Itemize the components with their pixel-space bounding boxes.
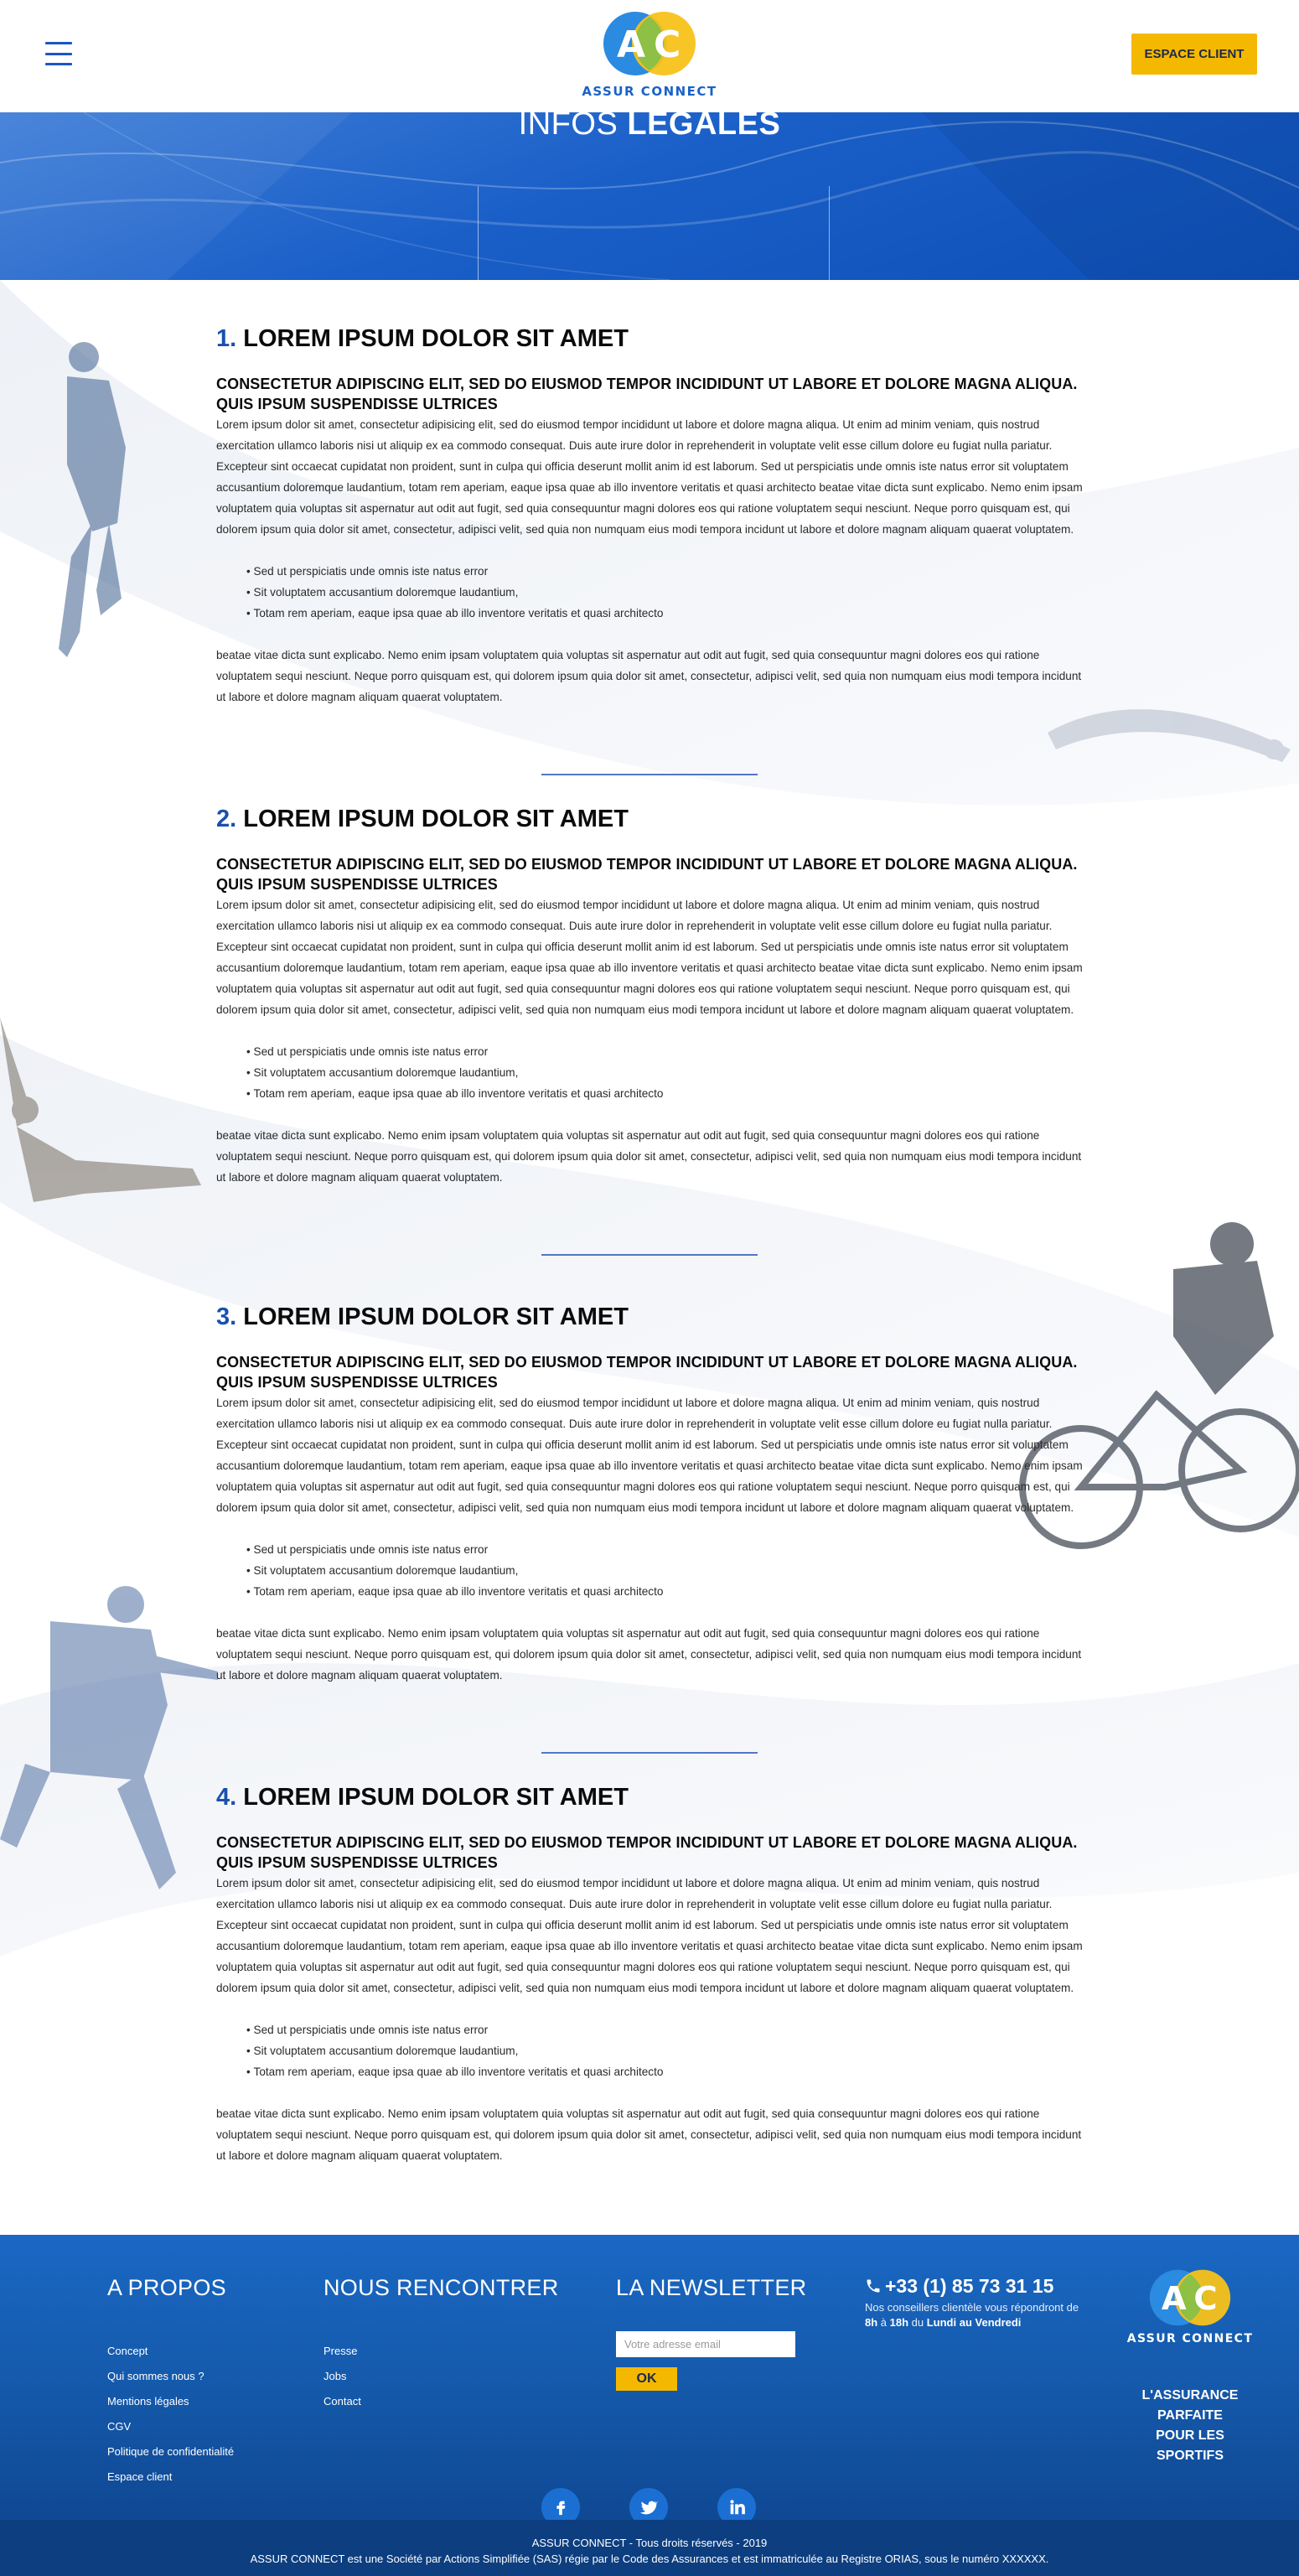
list-item: • Totam rem aperiam, eaque ipsa quae ab illo inventore veritatis et quasi architecto bbox=[246, 1581, 1083, 1602]
section-number: 2. bbox=[216, 806, 237, 832]
tagline-line: PARFAITE bbox=[1157, 2408, 1223, 2423]
espace-client-button[interactable]: ESPACE CLIENT bbox=[1131, 34, 1257, 75]
footer-rencontrer-title: NOUS RENCONTRER bbox=[323, 2275, 559, 2300]
section-paragraph: Lorem ipsum dolor sit amet, consectetur adipisicing elit, sed do eiusmod tempor incididunt ut labore et dolore magna aliqua. Ut enim ad minim veniam, quis nostrud exercitation ullamco laboris nisi ut aliquip ex ea commodo consequat. Duis aute irure dolor in reprehenderit in voluptate velit esse cillum dolore eu fugiat nulla pariatur. Excepteur sint occaecat cupidatat non proident, sunt in culpa qui officia deserunt mollit anim id est laborum. Sed ut perspiciatis unde omnis iste natus error sit voluptatem accusantium doloremque laudantium, totam rem aperiam, eaque ipsa quae ab illo inventore veritatis et quasi architecto beatae vitae dicta sunt explicabo. Nemo enim ipsam voluptatem quia voluptas sit aspernatur aut odit aut fugit, sed quia consequuntur magni dolores eos qui ratione voluptatem sequi nesciunt. Neque porro quisquam est, qui dolorem ipsum quia dolor sit amet, consectetur, adipisci velit, sed quia non numquam eius modi tempora incidunt ut labore et dolore magnam aliquam quaerat voluptatem. bbox=[216, 1397, 1083, 1514]
list-item: • Totam rem aperiam, eaque ipsa quae ab illo inventore veritatis et quasi architecto bbox=[246, 1083, 1083, 1104]
section-number: 1. bbox=[216, 325, 237, 352]
section-divider bbox=[541, 1254, 758, 1256]
logo-mark bbox=[597, 10, 702, 77]
list-item: • Sit voluptatem accusantium doloremque laudantium, bbox=[246, 1560, 1083, 1581]
footer-copyright: ASSUR CONNECT - Tous droits réservés - 2019 bbox=[531, 2537, 768, 2549]
footer-link-mentions-legales[interactable]: Mentions légales bbox=[107, 2395, 189, 2408]
footer-link-qui-sommes-nous[interactable]: Qui sommes nous ? bbox=[107, 2370, 204, 2382]
tagline-line: L'ASSURANCE bbox=[1141, 2388, 1239, 2402]
section-heading bbox=[216, 1304, 1083, 1334]
section-paragraph: Lorem ipsum dolor sit amet, consectetur adipisicing elit, sed do eiusmod tempor incididunt ut labore et dolore magna aliqua. Ut enim ad minim veniam, quis nostrud exercitation ullamco laboris nisi ut aliquip ex ea commodo consequat. Duis aute irure dolor in reprehenderit in voluptate velit esse cillum dolore eu fugiat nulla pariatur. Excepteur sint occaecat cupidatat non proident, sunt in culpa qui officia deserunt mollit anim id est laborum. Sed ut perspiciatis unde omnis iste natus error sit voluptatem accusantium doloremque laudantium, totam rem aperiam, eaque ipsa quae ab illo inventore veritatis et quasi architecto beatae vitae dicta sunt explicabo. Nemo enim ipsam voluptatem quia voluptas sit aspernatur aut odit aut fugit, sed quia consequuntur magni dolores eos qui ratione voluptatem sequi nesciunt. Neque porro quisquam est, qui dolorem ipsum quia dolor sit amet, consectetur, adipisci velit, sed quia non numquam eius modi tempora incidunt ut labore et dolore magnam aliquam quaerat voluptatem. bbox=[216, 1877, 1083, 1994]
list-item: • Sed ut perspiciatis unde omnis iste natus error bbox=[246, 1539, 1083, 1560]
legal-section-4 bbox=[216, 1784, 1083, 2166]
section-closing: beatae vitae dicta sunt explicabo. Nemo enim ipsam voluptatem quia voluptas sit aspernatur aut odit aut fugit, sed quia consequuntur magni dolores eos qui ratione voluptatem sequi nesciunt. Neque porro quisquam est, qui dolorem ipsum quia dolor sit amet, consectetur, adipisci velit, sed quia non numquam eius modi tempora incidunt ut labore et dolore magnam aliquam quaerat voluptatem. bbox=[216, 649, 1082, 703]
list-item: • Sit voluptatem accusantium doloremque laudantium, bbox=[246, 1062, 1083, 1083]
footer-link-concept[interactable]: Concept bbox=[107, 2345, 148, 2357]
brand-logo[interactable] bbox=[578, 10, 721, 102]
footer-apropos-title: A PROPOS bbox=[107, 2275, 226, 2300]
svg-text:C: C bbox=[654, 23, 681, 66]
footer-rencontrer-links bbox=[323, 2339, 361, 2414]
tagline-line: POUR LES bbox=[1156, 2428, 1224, 2443]
tagline-line: SPORTIFS bbox=[1156, 2449, 1224, 2463]
section-number: 3. bbox=[216, 1304, 237, 1330]
footer-hours-note: Nos conseillers clientèle vous répondront de 8h à 18h du Lundi au Vendredi bbox=[865, 2301, 1079, 2329]
section-paragraph: Lorem ipsum dolor sit amet, consectetur adipisicing elit, sed do eiusmod tempor incididunt ut labore et dolore magna aliqua. Ut enim ad minim veniam, quis nostrud exercitation ullamco laboris nisi ut aliquip ex ea commodo consequat. Duis aute irure dolor in reprehenderit in voluptate velit esse cillum dolore eu fugiat nulla pariatur. Excepteur sint occaecat cupidatat non proident, sunt in culpa qui officia deserunt mollit anim id est laborum. Sed ut perspiciatis unde omnis iste natus error sit voluptatem accusantium doloremque laudantium, totam rem aperiam, eaque ipsa quae ab illo inventore veritatis et quasi architecto beatae vitae dicta sunt explicabo. Nemo enim ipsam voluptatem quia voluptas sit aspernatur aut odit aut fugit, sed quia consequuntur magni dolores eos qui ratione voluptatem sequi nesciunt. Neque porro quisquam est, qui dolorem ipsum quia dolor sit amet, consectetur, adipisci velit, sed quia non numquam eius modi tempora incidunt ut labore et dolore magnam aliquam quaerat voluptatem. bbox=[216, 418, 1083, 536]
section-divider bbox=[541, 1752, 758, 1754]
list-item: • Sit voluptatem accusantium doloremque laudantium, bbox=[246, 2040, 1083, 2061]
legal-section-2 bbox=[216, 806, 1083, 1188]
section-subtitle: CONSECTETUR ADIPISCING ELIT, SED DO EIUSMOD TEMPOR INCIDIDUNT UT LABORE ET DOLORE MAGNA ALIQUA. QUIS IPSUM SUSPENDISSE ULTRICES bbox=[216, 1834, 1078, 1871]
footer-link-confidentialite[interactable]: Politique de confidentialité bbox=[107, 2445, 235, 2458]
footer-bottom-bar bbox=[0, 2520, 1299, 2576]
newsletter-submit-button[interactable]: OK bbox=[616, 2367, 677, 2391]
section-closing: beatae vitae dicta sunt explicabo. Nemo enim ipsam voluptatem quia voluptas sit aspernatur aut odit aut fugit, sed quia consequuntur magni dolores eos qui ratione voluptatem sequi nesciunt. Neque porro quisquam est, qui dolorem ipsum quia dolor sit amet, consectetur, adipisci velit, sed quia non numquam eius modi tempora incidunt ut labore et dolore magnam aliquam quaerat voluptatem. bbox=[216, 2107, 1082, 2162]
section-title: LOREM IPSUM DOLOR SIT AMET bbox=[243, 806, 629, 832]
section-divider bbox=[541, 774, 758, 775]
section-heading bbox=[216, 325, 1083, 355]
newsletter-email-input[interactable] bbox=[616, 2331, 795, 2357]
footer-link-presse[interactable]: Presse bbox=[323, 2345, 358, 2357]
section-subtitle: CONSECTETUR ADIPISCING ELIT, SED DO EIUSMOD TEMPOR INCIDIDUNT UT LABORE ET DOLORE MAGNA ALIQUA. QUIS IPSUM SUSPENDISSE ULTRICES bbox=[216, 376, 1078, 412]
footer-link-jobs[interactable]: Jobs bbox=[323, 2370, 347, 2382]
list-item: • Sed ut perspiciatis unde omnis iste natus error bbox=[246, 561, 1083, 582]
section-heading bbox=[216, 1784, 1083, 1814]
list-item: • Sit voluptatem accusantium doloremque laudantium, bbox=[246, 582, 1083, 603]
list-item: • Sed ut perspiciatis unde omnis iste natus error bbox=[246, 2019, 1083, 2040]
footer-newsletter-title: LA NEWSLETTER bbox=[616, 2275, 807, 2300]
section-bullet-list bbox=[246, 1041, 1083, 1104]
page-title-bold: LÉGALES bbox=[627, 106, 781, 142]
section-bullet-list bbox=[246, 561, 1083, 624]
phone-number: +33 (1) 85 73 31 15 bbox=[885, 2275, 1054, 2297]
legal-section-1 bbox=[216, 325, 1083, 707]
svg-text:C: C bbox=[1193, 2280, 1218, 2318]
footer-link-espace-client[interactable]: Espace client bbox=[107, 2470, 173, 2483]
footer-brand-logo[interactable] bbox=[1125, 2268, 1255, 2344]
site-footer bbox=[0, 2235, 1299, 2520]
footer-apropos-links bbox=[107, 2339, 234, 2490]
footer-legal-notice: ASSUR CONNECT est une Société par Actions Simplifiée (SAS) régie par le Code des Assurances et est immatriculée au Registre ORIAS, sous le numéro XXXXXX. bbox=[250, 2553, 1049, 2565]
footer-tagline bbox=[1131, 2386, 1249, 2466]
phone-icon bbox=[865, 2278, 882, 2294]
section-heading bbox=[216, 806, 1083, 836]
section-subtitle: CONSECTETUR ADIPISCING ELIT, SED DO EIUSMOD TEMPOR INCIDIDUNT UT LABORE ET DOLORE MAGNA ALIQUA. QUIS IPSUM SUSPENDISSE ULTRICES bbox=[216, 1354, 1078, 1391]
page-title-light: INFOS bbox=[518, 106, 628, 142]
footer-logo-mark bbox=[1140, 2268, 1240, 2327]
list-item: • Totam rem aperiam, eaque ipsa quae ab illo inventore veritatis et quasi architecto bbox=[246, 603, 1083, 624]
footer-link-cgv[interactable]: CGV bbox=[107, 2420, 132, 2433]
section-bullet-list bbox=[246, 2019, 1083, 2082]
section-subtitle: CONSECTETUR ADIPISCING ELIT, SED DO EIUSMOD TEMPOR INCIDIDUNT UT LABORE ET DOLORE MAGNA ALIQUA. QUIS IPSUM SUSPENDISSE ULTRICES bbox=[216, 856, 1078, 893]
menu-icon[interactable] bbox=[45, 42, 72, 65]
section-paragraph: Lorem ipsum dolor sit amet, consectetur adipisicing elit, sed do eiusmod tempor incididunt ut labore et dolore magna aliqua. Ut enim ad minim veniam, quis nostrud exercitation ullamco laboris nisi ut aliquip ex ea commodo consequat. Duis aute irure dolor in reprehenderit in voluptate velit esse cillum dolore eu fugiat nulla pariatur. Excepteur sint occaecat cupidatat non proident, sunt in culpa qui officia deserunt mollit anim id est laborum. Sed ut perspiciatis unde omnis iste natus error sit voluptatem accusantium doloremque laudantium, totam rem aperiam, eaque ipsa quae ab illo inventore veritatis et quasi architecto beatae vitae dicta sunt explicabo. Nemo enim ipsam voluptatem quia voluptas sit aspernatur aut odit aut fugit, sed quia consequuntur magni dolores eos qui ratione voluptatem sequi nesciunt. Neque porro quisquam est, qui dolorem ipsum quia dolor sit amet, consectetur, adipisci velit, sed quia non numquam eius modi tempora incidunt ut labore et dolore magnam aliquam quaerat voluptatem. bbox=[216, 899, 1083, 1016]
page-title bbox=[0, 106, 1299, 143]
footer-phone[interactable] bbox=[865, 2275, 1053, 2298]
footer-link-contact[interactable]: Contact bbox=[323, 2395, 361, 2408]
footer-brand-name: ASSUR CONNECT bbox=[1126, 2332, 1254, 2345]
section-bullet-list bbox=[246, 1539, 1083, 1602]
list-item: • Totam rem aperiam, eaque ipsa quae ab illo inventore veritatis et quasi architecto bbox=[246, 2061, 1083, 2082]
section-closing: beatae vitae dicta sunt explicabo. Nemo enim ipsam voluptatem quia voluptas sit aspernatur aut odit aut fugit, sed quia consequuntur magni dolores eos qui ratione voluptatem sequi nesciunt. Neque porro quisquam est, qui dolorem ipsum quia dolor sit amet, consectetur, adipisci velit, sed quia non numquam eius modi tempora incidunt ut labore et dolore magnam aliquam quaerat voluptatem. bbox=[216, 1129, 1082, 1184]
legal-section-3 bbox=[216, 1304, 1083, 1686]
list-item: • Sed ut perspiciatis unde omnis iste natus error bbox=[246, 1041, 1083, 1062]
section-title: LOREM IPSUM DOLOR SIT AMET bbox=[243, 325, 629, 352]
section-title: LOREM IPSUM DOLOR SIT AMET bbox=[243, 1304, 629, 1330]
svg-text:A: A bbox=[617, 23, 646, 66]
brand-name: ASSUR CONNECT bbox=[582, 84, 717, 99]
site-header bbox=[0, 0, 1299, 112]
banner-frame bbox=[478, 186, 830, 280]
svg-text:A: A bbox=[1161, 2280, 1187, 2318]
section-title: LOREM IPSUM DOLOR SIT AMET bbox=[243, 1784, 629, 1811]
section-number: 4. bbox=[216, 1784, 237, 1811]
section-closing: beatae vitae dicta sunt explicabo. Nemo enim ipsam voluptatem quia voluptas sit aspernatur aut odit aut fugit, sed quia consequuntur magni dolores eos qui ratione voluptatem sequi nesciunt. Neque porro quisquam est, qui dolorem ipsum quia dolor sit amet, consectetur, adipisci velit, sed quia non numquam eius modi tempora incidunt ut labore et dolore magnam aliquam quaerat voluptatem. bbox=[216, 1627, 1082, 1682]
